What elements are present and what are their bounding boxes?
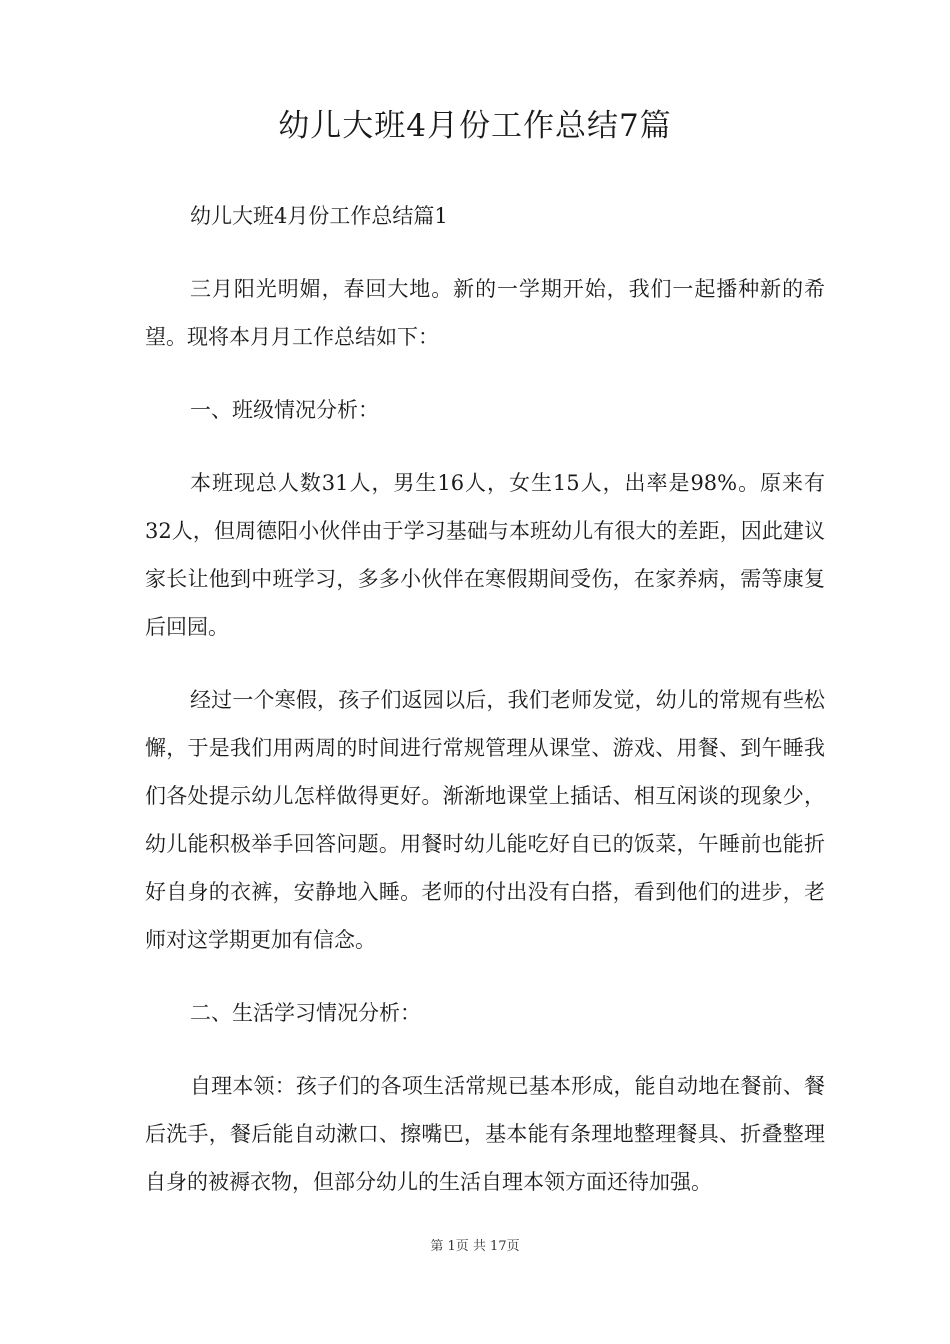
- page-number-footer: 第 1页 共 17页: [430, 1239, 520, 1254]
- body-paragraph: 经过一个寒假，孩子们返园以后，我们老师发觉，幼儿的常规有些松懈，于是我们用两周的时间进行常规管理从课堂、游戏、用餐、到午睡我们各处提示幼儿怎样做得更好。渐渐地课堂上插话、相互闲谈的现象少，幼儿能积极举手回答问题。用餐时幼儿能吃好自已的饭菜，午睡前也能折好自身的衣裤，安静地入睡。老师的付出没有白搭，看到他们的进步，老师对这学期更加有信念。: [145, 688, 825, 952]
- document-title: 幼儿大班4月份工作总结7篇: [278, 108, 672, 144]
- intro-paragraph: 三月阳光明媚，春回大地。新的一学期开始，我们一起播种新的希望。现将本月月工作总结如下：: [145, 277, 825, 349]
- section-heading: 幼儿大班4月份工作总结篇1: [190, 204, 448, 228]
- section-heading: 二、生活学习情况分析：: [190, 1001, 421, 1025]
- section-heading: 一、班级情况分析：: [190, 398, 379, 422]
- body-paragraph: 自理本领：孩子们的各项生活常规已基本形成，能自动地在餐前、餐后洗手，餐后能自动漱口、擦嘴巴，基本能有条理地整理餐具、折叠整理自身的被褥衣物，但部分幼儿的生活自理本领方面还待加强。: [145, 1074, 825, 1194]
- document-body: [145, 192, 825, 1231]
- body-paragraph: 本班现总人数31人，男生16人，女生15人，出率是98%。原来有32人，但周德阳小伙伴由于学习基础与本班幼儿有很大的差距，因此建议家长让他到中班学习，多多小伙伴在寒假期间受伤，在家养病，需等康复后回园。: [145, 471, 825, 639]
